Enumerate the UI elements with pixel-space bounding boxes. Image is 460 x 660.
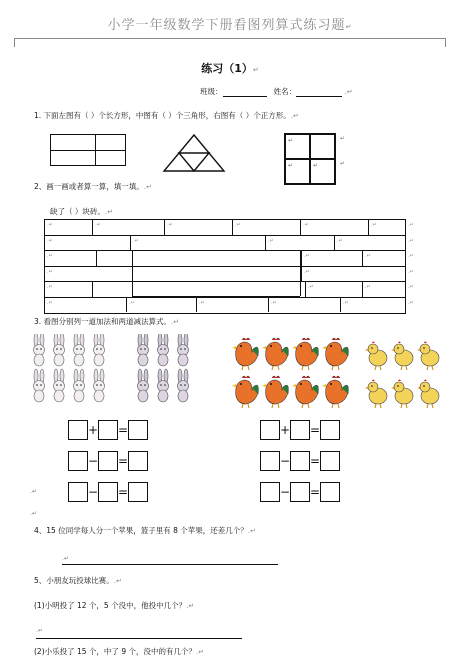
row-end-mark: .↵ (408, 238, 414, 244)
cell-mark: ↵ (340, 160, 346, 167)
question-5-part-2-text: (2)小乐投了 15 个，中了 9 个，没中的有几个？ (34, 647, 196, 656)
paragraph-mark: .↵ (36, 627, 43, 634)
brick: .↵ (45, 267, 133, 282)
brick-wall-table (44, 219, 406, 314)
paragraph-mark: .↵ (30, 510, 37, 517)
question-3 (34, 316, 179, 327)
answer-box[interactable] (98, 482, 118, 502)
equation-left-3 (68, 482, 148, 502)
paragraph-mark: .↵ (290, 112, 299, 120)
brick: .↵ (133, 237, 139, 244)
paragraph-mark: ↵ (345, 23, 353, 31)
paragraph-mark: .↵ (143, 183, 152, 191)
paragraph-mark: ↵ (252, 66, 259, 74)
brick: .↵ (233, 220, 301, 235)
answer-box[interactable] (290, 482, 310, 502)
cell-mark: ↵ (288, 137, 294, 144)
brick: .↵ (197, 298, 269, 313)
answer-box[interactable] (128, 451, 148, 471)
page-header-title (0, 14, 460, 33)
brick: .↵ (365, 253, 371, 259)
paragraph-mark: .↵ (171, 318, 180, 326)
brick: .↵ (265, 236, 335, 251)
question-5 (34, 575, 122, 586)
class-field[interactable] (223, 88, 267, 97)
brick-row (45, 267, 405, 283)
question-3-text: 3. 看图分别列一道加法和两道减法算式。 (34, 317, 172, 326)
header-title-text: 小学一年级数学下册看图列算式练习题 (107, 18, 346, 33)
worksheet-subtitle (0, 60, 460, 76)
brick: .↵ (305, 282, 363, 297)
equals-sign: = (118, 454, 129, 468)
row-end-mark: .↵ (408, 284, 414, 290)
answer-box[interactable] (128, 482, 148, 502)
equals-sign: = (310, 454, 321, 468)
row-end-mark: .↵ (408, 269, 414, 275)
equals-sign: = (118, 485, 129, 499)
class-label: 班级： (200, 87, 223, 96)
operator: − (280, 454, 291, 468)
question-5-text: 5、小朋友玩投球比赛。 (34, 576, 114, 585)
question-1-text: 1. 下面左图有（ ）个长方形，中图有（ ）个三角形，右图有（ ）个正方形。 (34, 111, 291, 120)
operator: + (88, 423, 99, 437)
brick-row (45, 298, 405, 314)
brick: .↵ (371, 222, 377, 228)
rabbit-group-illustration (30, 334, 205, 414)
answer-line-q5-1[interactable] (36, 638, 242, 639)
gap-border-left (132, 250, 133, 296)
brick: .↵ (45, 298, 127, 313)
paragraph-mark: .↵ (113, 577, 122, 585)
brick: .↵ (45, 236, 131, 251)
paragraph-mark: .↵ (104, 208, 113, 216)
answer-box[interactable] (260, 451, 280, 471)
row-end-mark: .↵ (408, 253, 414, 259)
name-field[interactable] (296, 88, 342, 97)
cell-mark: ↵ (288, 162, 294, 169)
gap-border-top (132, 250, 300, 251)
rectangle-figure (50, 134, 126, 166)
equals-sign: = (310, 423, 321, 437)
paragraph-mark: .↵ (247, 527, 256, 535)
answer-box[interactable] (260, 482, 280, 502)
equals-sign: = (118, 423, 129, 437)
question-5-part-1-text: (1)小明投了 12 个，5 个没中，他投中几个？ (34, 601, 187, 610)
brick: .↵ (301, 220, 369, 235)
rooster-group-illustration (232, 336, 442, 412)
answer-box[interactable] (98, 420, 118, 440)
paragraph-mark: .↵ (195, 648, 205, 656)
brick: .↵ (301, 251, 363, 266)
name-label: 姓名： (273, 87, 297, 96)
equation-right-3 (260, 482, 340, 502)
equation-left-2 (68, 451, 148, 471)
paragraph-mark: .↵ (186, 602, 195, 610)
brick-row (45, 220, 405, 236)
brick: .↵ (45, 282, 93, 297)
brick: .↵ (93, 220, 165, 235)
answer-box[interactable] (320, 420, 340, 440)
brick-row (45, 236, 405, 252)
answer-box[interactable] (68, 451, 88, 471)
question-5-part-1 (34, 600, 194, 611)
operator: − (280, 485, 291, 499)
subtitle-text: 练习（1） (201, 62, 253, 75)
brick (97, 251, 133, 266)
answer-line-q4[interactable] (62, 564, 278, 565)
brick: .↵ (337, 237, 343, 244)
row-end-mark: .↵ (408, 222, 414, 228)
brick: .↵ (45, 220, 93, 235)
header-divider (14, 38, 446, 48)
gap-border-right (300, 250, 301, 296)
answer-box[interactable] (290, 420, 310, 440)
question-2 (34, 181, 152, 192)
student-info-line (200, 86, 353, 97)
brick: .↵ (301, 267, 405, 282)
missing-bricks-prompt (50, 206, 113, 217)
question-1 (34, 110, 299, 121)
paragraph-mark: .↵ (30, 488, 37, 495)
operator: − (88, 454, 99, 468)
brick: .↵ (269, 298, 341, 313)
cell-mark: ↵ (340, 135, 346, 142)
answer-box[interactable] (290, 451, 310, 471)
paragraph-mark: .↵ (62, 555, 69, 562)
equation-left-1 (68, 420, 148, 440)
brick (93, 282, 133, 297)
cell-mark: ↵ (313, 162, 319, 169)
operator: − (88, 485, 99, 499)
brick: .↵ (165, 220, 233, 235)
paragraph-mark: .↵ (344, 88, 353, 96)
brick-row (45, 251, 405, 267)
triangle-figure (162, 133, 226, 173)
question-5-part-2 (34, 646, 204, 657)
equation-right-1 (260, 420, 340, 440)
question-4-text: 4、15 位同学每人分一个苹果，篮子里有 8 个苹果，还差几个？ (34, 526, 248, 535)
brick: .↵ (127, 298, 197, 313)
missing-bricks-text: 缺了（ ）块砖。 (50, 207, 105, 216)
brick: .↵ (45, 251, 97, 266)
gap-border-bottom (132, 296, 300, 297)
question-4 (34, 525, 256, 536)
answer-box[interactable] (320, 451, 340, 471)
answer-box[interactable] (68, 420, 88, 440)
equation-right-2 (260, 451, 340, 471)
answer-box[interactable] (320, 482, 340, 502)
row-end-mark: .↵ (408, 300, 414, 306)
answer-box[interactable] (128, 420, 148, 440)
brick: .↵ (365, 284, 371, 290)
answer-box[interactable] (260, 420, 280, 440)
operator: + (280, 423, 291, 437)
equals-sign: = (310, 485, 321, 499)
question-2-text: 2、画一画或者算一算，填一填。 (34, 182, 144, 191)
answer-box[interactable] (98, 451, 118, 471)
square-grid-figure (284, 133, 336, 185)
answer-box[interactable] (68, 482, 88, 502)
brick: .↵ (343, 299, 349, 306)
